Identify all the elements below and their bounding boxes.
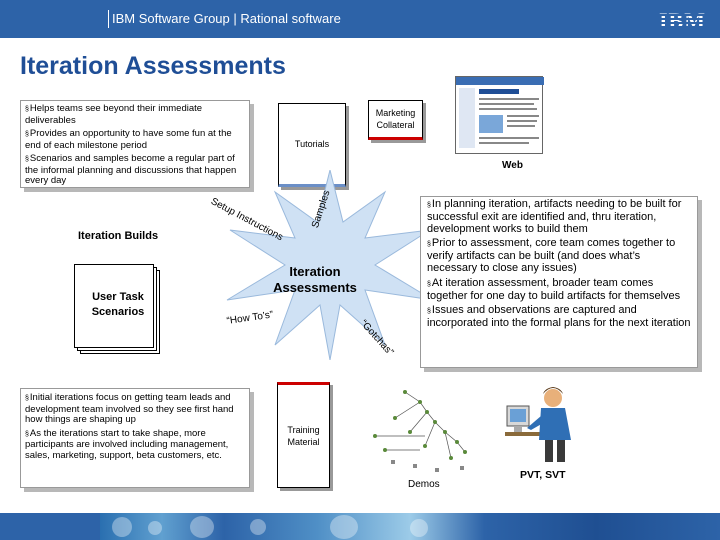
tutorials-label: Tutorials xyxy=(294,139,330,149)
demos-label: Demos xyxy=(408,479,440,490)
training-material-box xyxy=(277,382,330,488)
how-tos-label: “How To’s” xyxy=(226,309,274,327)
training-material-label: Training Material xyxy=(287,425,320,447)
slide-title: Iteration Assessments xyxy=(20,52,286,80)
bullet-item: §Initial iterations focus on getting team leads and development team involved so they see first hand how things are shaping up xyxy=(25,392,234,425)
footer-decoration xyxy=(148,521,162,535)
marketing-collateral-box xyxy=(368,100,423,140)
bullet-item: §Scenarios and samples become a regular part of the informal planning and discussions that happen every day xyxy=(25,153,237,186)
bullet-item: §In planning iteration, artifacts needing to be built for successful exit are identified and, thru iteration, development works to build them xyxy=(427,198,682,235)
samples-label: Samples xyxy=(310,188,333,230)
footer-decoration xyxy=(190,516,214,538)
person-at-computer-icon xyxy=(505,378,580,466)
web-page-icon xyxy=(456,77,544,155)
footer-bar xyxy=(0,513,720,540)
footer-decoration xyxy=(410,519,428,537)
iteration-assessments-label: Iteration Assessments xyxy=(273,264,357,295)
ibm-logo: IBM xyxy=(659,8,706,33)
footer-decoration xyxy=(250,519,266,535)
user-task-scenarios-label: User Task Scenarios xyxy=(91,291,145,318)
iteration-builds-label: Iteration Builds xyxy=(78,230,159,242)
top-left-bullet-box xyxy=(20,100,250,188)
bullet-item: §Issues and observations are captured and incorporated into the formal plans for the next iteration xyxy=(427,304,691,330)
footer-decoration xyxy=(330,515,358,539)
bullet-item: §As the iterations start to take shape, more participants are involved including management, sales, marketing, support, beta customers, etc. xyxy=(25,427,229,461)
header-title: IBM Software Group | Rational software xyxy=(112,11,341,26)
demos-diagram-icon xyxy=(365,388,485,480)
setup-instructions-label: Setup Instructions xyxy=(208,196,285,244)
bullet-item: §Helps teams see beyond their immediate deliverables xyxy=(25,103,203,126)
gotchas-label: “Gotchas” xyxy=(357,318,396,358)
web-label: Web xyxy=(502,160,523,171)
bullet-item: §Prior to assessment, core team comes together to verify artifacts can be built (and does what’s necessary to close any issues) xyxy=(427,237,676,274)
right-bullet-box xyxy=(420,196,698,368)
footer-decoration xyxy=(112,517,132,537)
bullet-item: §At iteration assessment, broader team comes together for one day to build artifacts for themselves xyxy=(427,276,681,302)
web-page-thumbnail xyxy=(455,76,543,154)
bullet-item: §Provides an opportunity to have some fun at the end of each milestone period xyxy=(25,128,232,151)
header-bar xyxy=(0,0,720,38)
header-divider xyxy=(108,10,109,28)
bottom-left-bullet-box xyxy=(20,388,250,488)
pvt-svt-label: PVT, SVT xyxy=(520,469,566,481)
marketing-collateral-label: Marketing Collateral xyxy=(375,108,416,130)
